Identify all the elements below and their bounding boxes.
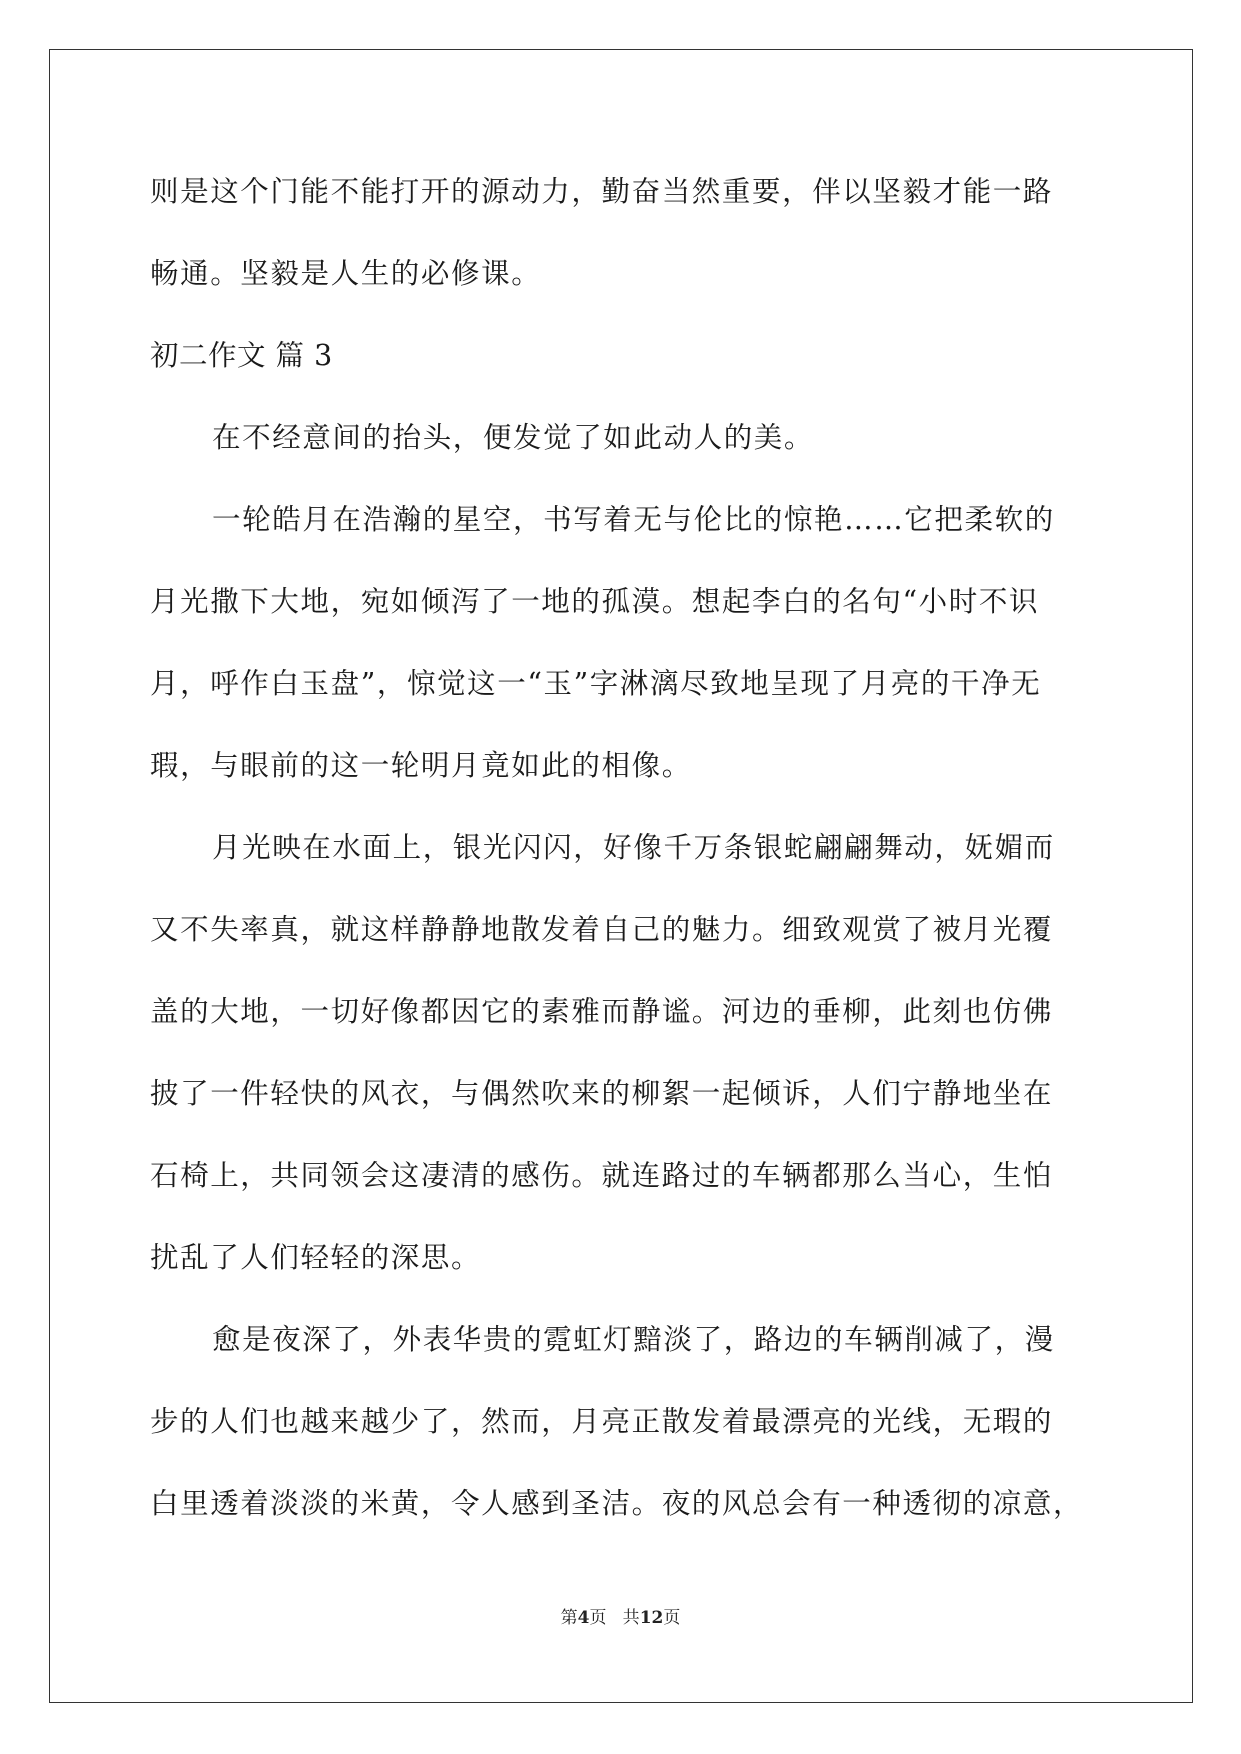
text-line: 白里透着淡淡的米黄，令人感到圣洁。夜的风总会有一种透彻的凉意，: [150, 1487, 1084, 1520]
text-line: 石椅上，共同领会这凄清的感伤。就连路过的车辆都那么当心，生怕: [150, 1159, 1054, 1192]
footer-current-page: 4: [577, 1608, 590, 1628]
text-line: 愈是夜深了，外表华贵的霓虹灯黯淡了，路边的车辆削减了，漫: [212, 1323, 1055, 1356]
text-line: 则是这个门能不能打开的源动力，勤奋当然重要，伴以坚毅才能一路: [150, 175, 1054, 208]
footer-total-pages: 12: [639, 1608, 664, 1628]
text-line: 畅通。坚毅是人生的必修课。: [150, 257, 542, 290]
text-line: 一轮皓月在浩瀚的星空，书写着无与伦比的惊艳……它把柔软的: [212, 503, 1055, 536]
text-line: 又不失率真，就这样静静地散发着自己的魅力。细致观赏了被月光覆: [150, 913, 1054, 946]
text-line: 盖的大地，一切好像都因它的素雅而静谧。河边的垂柳，此刻也仿佛: [150, 995, 1054, 1028]
footer-mid: 页 共: [589, 1608, 640, 1628]
text-line: 月光映在水面上，银光闪闪，好像千万条银蛇翩翩舞动，妩媚而: [212, 831, 1055, 864]
text-line: 披了一件轻快的风衣，与偶然吹来的柳絮一起倾诉，人们宁静地坐在: [150, 1077, 1054, 1110]
text-line: 步的人们也越来越少了，然而，月亮正散发着最漂亮的光线，无瑕的: [150, 1405, 1054, 1438]
text-line: 扰乱了人们轻轻的深思。: [150, 1241, 482, 1274]
footer-suffix: 页: [663, 1608, 681, 1628]
footer-prefix: 第: [560, 1608, 578, 1628]
text-line: 在不经意间的抬头，便发觉了如此动人的美。: [212, 421, 815, 454]
section-heading: 初二作文 篇 3: [150, 339, 333, 372]
page-footer: [0, 1603, 1241, 1628]
text-line: 月，呼作白玉盘”，惊觉这一“玉”字淋漓尽致地呈现了月亮的干净无: [150, 667, 1042, 700]
document-body: [150, 160, 1090, 1554]
text-line: 月光撒下大地，宛如倾泻了一地的孤漠。想起李白的名句“小时不识: [150, 585, 1040, 618]
text-line: 瑕，与眼前的这一轮明月竟如此的相像。: [150, 749, 692, 782]
